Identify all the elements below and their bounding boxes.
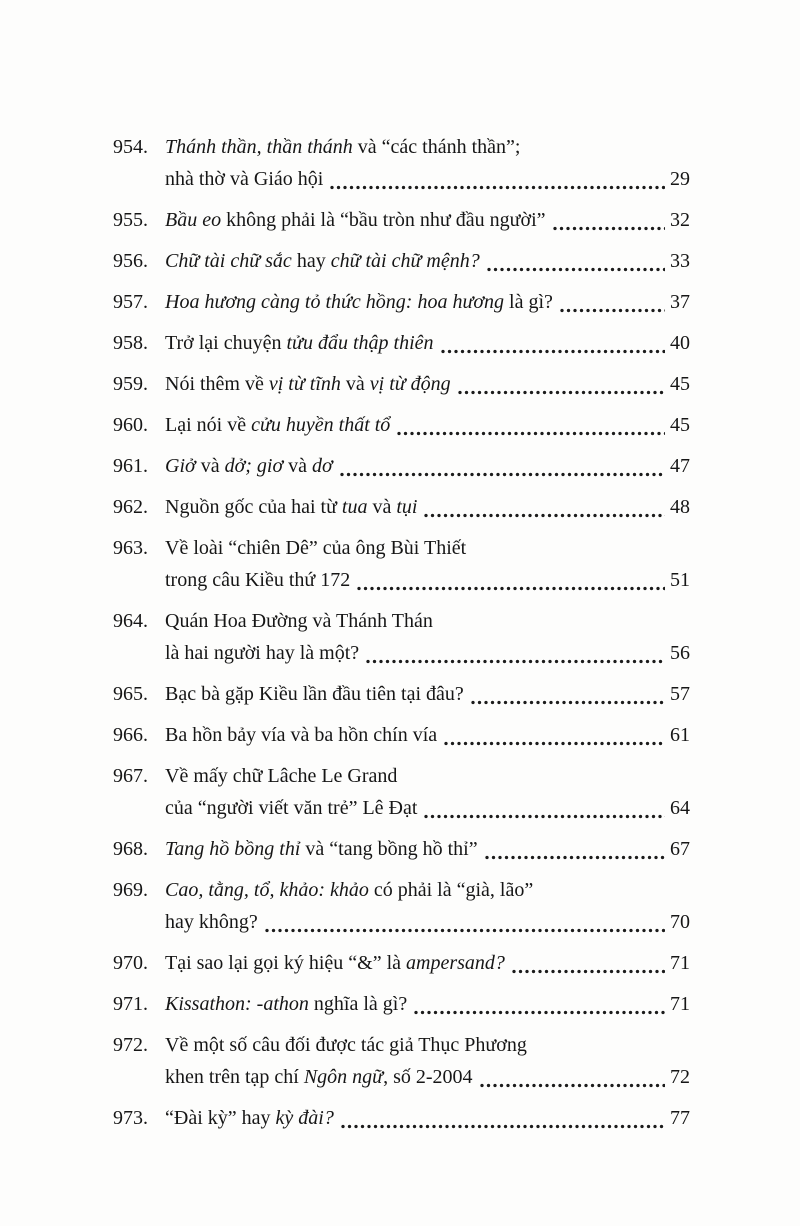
toc-title-segment: vị từ động bbox=[369, 373, 451, 395]
leader-dots bbox=[265, 928, 665, 933]
toc-title-segment: Bầu eo bbox=[165, 209, 222, 231]
toc-entry-number: 972. bbox=[113, 1034, 148, 1056]
toc-title-segment: không phải là “bầu tròn như đầu người” bbox=[221, 209, 546, 231]
toc-title-segment: Ngôn ngữ bbox=[303, 1066, 384, 1088]
toc-title-segment: Giở bbox=[165, 455, 196, 477]
toc-entry bbox=[100, 605, 690, 669]
toc-page-number: 45 bbox=[670, 373, 690, 395]
toc-entry-line bbox=[165, 833, 690, 865]
toc-title-segment: Về một số câu đối được tác giả Thục Phương bbox=[165, 1034, 527, 1056]
toc-entry-line bbox=[165, 204, 690, 236]
toc-title-segment: trong câu Kiều thứ 172 bbox=[165, 569, 351, 591]
toc-entry-title bbox=[165, 327, 434, 359]
toc-entry-number: 954. bbox=[113, 136, 148, 158]
toc-entry-line bbox=[165, 491, 690, 523]
toc-entry bbox=[100, 131, 690, 195]
toc-entry bbox=[100, 409, 690, 441]
toc-page-number: 32 bbox=[670, 209, 690, 231]
toc-title-segment: Về mấy chữ Lâche Le Grand bbox=[165, 765, 398, 787]
toc-entry-title bbox=[165, 1029, 527, 1061]
toc-entry-title bbox=[165, 605, 433, 637]
toc-entry-title bbox=[165, 409, 390, 441]
toc-entry-title bbox=[165, 947, 505, 979]
toc-entry-number: 968. bbox=[113, 838, 148, 860]
toc-entry-title bbox=[165, 450, 333, 482]
toc-title-segment: giơ bbox=[256, 455, 284, 477]
toc-entry-number: 973. bbox=[113, 1107, 148, 1129]
toc-title-segment: ampersand? bbox=[406, 952, 505, 974]
toc-entry-body bbox=[165, 450, 690, 482]
toc-entry-number: 959. bbox=[113, 373, 148, 395]
toc-entry bbox=[100, 874, 690, 938]
toc-entry-number: 965. bbox=[113, 683, 148, 705]
toc-entry bbox=[100, 368, 690, 400]
toc-entry-line bbox=[165, 760, 690, 792]
toc-title-segment: khen trên tạp chí bbox=[165, 1066, 304, 1088]
toc-entry bbox=[100, 532, 690, 596]
leader-dots bbox=[485, 855, 665, 860]
leader-dots bbox=[471, 700, 665, 705]
toc-entry bbox=[100, 450, 690, 482]
toc-entry-title bbox=[165, 760, 397, 792]
toc-entry-body bbox=[165, 947, 690, 979]
toc-entry-line bbox=[165, 947, 690, 979]
toc-entry-body bbox=[165, 678, 690, 710]
leader-dots bbox=[366, 659, 665, 664]
toc-entry-body bbox=[165, 491, 690, 523]
toc-entry bbox=[100, 286, 690, 318]
leader-dots bbox=[480, 1083, 665, 1088]
toc-entry-body bbox=[165, 1029, 690, 1093]
toc-entry-body bbox=[165, 1102, 690, 1134]
toc-entry-line bbox=[165, 286, 690, 318]
leader-dots bbox=[487, 267, 665, 272]
toc-entry-body bbox=[165, 327, 690, 359]
toc-entry-title bbox=[165, 906, 258, 938]
toc-title-segment: và “các thánh thần”; bbox=[352, 136, 521, 158]
toc-title-segment: dơ bbox=[312, 455, 333, 477]
toc-entry-line bbox=[165, 605, 690, 637]
leader-dots bbox=[444, 741, 665, 746]
toc-title-segment: hay bbox=[291, 250, 331, 272]
toc-title-segment: Tang hồ bồng thỉ bbox=[165, 838, 301, 860]
toc-title-segment: Chữ tài chữ sắc bbox=[165, 250, 292, 272]
toc-page-number: 57 bbox=[670, 683, 690, 705]
toc-page-number: 51 bbox=[670, 569, 690, 591]
toc-entry-body bbox=[165, 245, 690, 277]
toc-entry-title bbox=[165, 532, 466, 564]
toc-entry-body bbox=[165, 409, 690, 441]
toc-entry bbox=[100, 1029, 690, 1093]
toc-entry bbox=[100, 245, 690, 277]
leader-dots bbox=[341, 1124, 665, 1129]
toc-entry-line bbox=[165, 988, 690, 1020]
toc-entry bbox=[100, 678, 690, 710]
toc-entry-body bbox=[165, 286, 690, 318]
toc-entry-title bbox=[165, 131, 520, 163]
toc-title-segment: Nói thêm về bbox=[165, 373, 269, 395]
toc-page-number: 33 bbox=[670, 250, 690, 272]
toc-page-number: 71 bbox=[670, 952, 690, 974]
toc-title-segment: vị từ tĩnh bbox=[268, 373, 341, 395]
toc-title-segment: Cao, tằng, tổ, khảo: khảo bbox=[165, 879, 369, 901]
toc-entry-title bbox=[165, 678, 464, 710]
toc-entry-line bbox=[165, 1102, 690, 1134]
toc-entry-line bbox=[165, 327, 690, 359]
toc-entry-line bbox=[165, 450, 690, 482]
toc-title-segment: và bbox=[367, 496, 397, 518]
toc-title-segment: và bbox=[283, 455, 313, 477]
toc-entry-number: 964. bbox=[113, 610, 148, 632]
toc-entry-title bbox=[165, 564, 350, 596]
toc-page-number: 56 bbox=[670, 642, 690, 664]
toc-page-number: 37 bbox=[670, 291, 690, 313]
toc-title-segment: Ba hồn bảy vía và ba hồn chín vía bbox=[165, 724, 438, 746]
toc-entry-line bbox=[165, 874, 690, 906]
leader-dots bbox=[357, 586, 665, 591]
toc-entry-body bbox=[165, 874, 690, 938]
toc-entry-line bbox=[165, 368, 690, 400]
toc-entry-title bbox=[165, 792, 417, 824]
toc-page-number: 29 bbox=[670, 168, 690, 190]
leader-dots bbox=[414, 1010, 665, 1015]
toc-title-segment: “Đài kỳ” hay bbox=[165, 1107, 276, 1129]
toc-entry-line bbox=[165, 678, 690, 710]
toc-title-segment: kỳ đài? bbox=[275, 1107, 334, 1129]
toc-entry-line bbox=[165, 906, 690, 938]
toc-entry-number: 971. bbox=[113, 993, 148, 1015]
toc-entry-line bbox=[165, 409, 690, 441]
toc-title-segment: Lại nói về bbox=[165, 414, 252, 436]
toc-title-segment: tụi bbox=[396, 496, 418, 518]
toc-entry-body bbox=[165, 532, 690, 596]
toc-entry-title bbox=[165, 204, 546, 236]
toc-title-segment: tửu đẩu thập thiên bbox=[286, 332, 434, 354]
toc-title-segment: Quán Hoa Đường và Thánh Thán bbox=[165, 610, 433, 632]
toc-entry-title bbox=[165, 637, 359, 669]
toc-entry-title bbox=[165, 163, 323, 195]
toc-title-segment: hay không? bbox=[165, 911, 258, 933]
toc-entry-line bbox=[165, 1029, 690, 1061]
leader-dots bbox=[340, 472, 665, 477]
toc-entry-line bbox=[165, 637, 690, 669]
toc-entry-body bbox=[165, 833, 690, 865]
toc-entry-number: 970. bbox=[113, 952, 148, 974]
toc-title-segment: chữ tài chữ mệnh? bbox=[330, 250, 480, 272]
toc-page-number: 77 bbox=[670, 1107, 690, 1129]
toc-title-segment: Bạc bà gặp Kiều lần đầu tiên tại đâu? bbox=[165, 683, 464, 705]
toc-page-number: 40 bbox=[670, 332, 690, 354]
toc-title-segment: có phải là “già, lão” bbox=[368, 879, 534, 901]
toc-entry-body bbox=[165, 719, 690, 751]
toc-title-segment: của “người viết văn trẻ” Lê Đạt bbox=[165, 797, 418, 819]
toc-page-number: 61 bbox=[670, 724, 690, 746]
toc-entry-line bbox=[165, 792, 690, 824]
toc-title-segment: Kissathon: -athon bbox=[165, 993, 309, 1015]
toc-page-number: 64 bbox=[670, 797, 690, 819]
toc-entry-title bbox=[165, 719, 437, 751]
leader-dots bbox=[560, 308, 665, 313]
toc-page-number: 47 bbox=[670, 455, 690, 477]
toc-entry bbox=[100, 491, 690, 523]
toc-entry-body bbox=[165, 605, 690, 669]
toc-title-segment: nhà thờ và Giáo hội bbox=[165, 168, 324, 190]
toc-entry-body bbox=[165, 204, 690, 236]
toc-entry bbox=[100, 988, 690, 1020]
toc-entry bbox=[100, 947, 690, 979]
toc-page-number: 70 bbox=[670, 911, 690, 933]
toc-page-number: 71 bbox=[670, 993, 690, 1015]
toc-entry-line bbox=[165, 163, 690, 195]
toc-entry-line bbox=[165, 245, 690, 277]
leader-dots bbox=[512, 969, 665, 974]
toc-entry-line bbox=[165, 719, 690, 751]
toc-entry-title bbox=[165, 988, 407, 1020]
toc-entry-body bbox=[165, 131, 690, 195]
toc-entry-body bbox=[165, 988, 690, 1020]
toc-entry bbox=[100, 719, 690, 751]
toc-title-segment: Tại sao lại gọi ký hiệu “&” là bbox=[165, 952, 407, 974]
toc-entry bbox=[100, 1102, 690, 1134]
toc-title-segment: , số 2-2004 bbox=[383, 1066, 473, 1088]
toc-title-segment: là gì? bbox=[504, 291, 553, 313]
toc-entry-body bbox=[165, 760, 690, 824]
toc-entry-number: 967. bbox=[113, 765, 148, 787]
toc-page-number: 67 bbox=[670, 838, 690, 860]
toc-entry-number: 957. bbox=[113, 291, 148, 313]
toc-page-number: 48 bbox=[670, 496, 690, 518]
toc-title-segment: dở; bbox=[224, 455, 252, 477]
toc-entry bbox=[100, 327, 690, 359]
toc-entry-number: 966. bbox=[113, 724, 148, 746]
leader-dots bbox=[441, 349, 665, 354]
leader-dots bbox=[330, 185, 665, 190]
toc-entry-number: 969. bbox=[113, 879, 148, 901]
toc-title-segment: cửu huyền thất tổ bbox=[251, 414, 391, 436]
toc-entry-title bbox=[165, 874, 533, 906]
leader-dots bbox=[424, 814, 665, 819]
toc-entry-line bbox=[165, 564, 690, 596]
toc-title-segment: và “tang bồng hồ thỉ” bbox=[300, 838, 478, 860]
toc-entry-number: 961. bbox=[113, 455, 148, 477]
toc-entry-number: 963. bbox=[113, 537, 148, 559]
toc-title-segment: và bbox=[340, 373, 370, 395]
toc-title-segment: là hai người hay là một? bbox=[165, 642, 360, 664]
leader-dots bbox=[424, 513, 665, 518]
toc-entry bbox=[100, 760, 690, 824]
toc-title-segment: tua bbox=[341, 496, 368, 518]
toc-entry-line bbox=[165, 1061, 690, 1093]
toc-entry-number: 960. bbox=[113, 414, 148, 436]
toc-title-segment: Nguồn gốc của hai từ bbox=[165, 496, 342, 518]
toc-entry bbox=[100, 204, 690, 236]
toc-entry-line bbox=[165, 532, 690, 564]
toc-list bbox=[100, 131, 690, 1134]
toc-title-segment: Về loài “chiên Dê” của ông Bùi Thiết bbox=[165, 537, 467, 559]
toc-entry-number: 958. bbox=[113, 332, 148, 354]
toc-entry-number: 962. bbox=[113, 496, 148, 518]
toc-entry bbox=[100, 833, 690, 865]
toc-page-number: 45 bbox=[670, 414, 690, 436]
toc-title-segment: Thánh thần, thần thánh bbox=[165, 136, 353, 158]
toc-title-segment: Trở lại chuyện bbox=[165, 332, 287, 354]
toc-entry-line bbox=[165, 131, 690, 163]
toc-title-segment: và bbox=[195, 455, 225, 477]
toc-entry-title bbox=[165, 368, 451, 400]
toc-entry-number: 956. bbox=[113, 250, 148, 272]
toc-entry-body bbox=[165, 368, 690, 400]
toc-entry-title bbox=[165, 286, 553, 318]
toc-entry-number: 955. bbox=[113, 209, 148, 231]
toc-entry-title bbox=[165, 491, 417, 523]
toc-entry-title bbox=[165, 245, 480, 277]
toc-entry-title bbox=[165, 1102, 334, 1134]
toc-entry-title bbox=[165, 833, 478, 865]
leader-dots bbox=[553, 226, 666, 231]
leader-dots bbox=[397, 431, 665, 436]
toc-title-segment: nghĩa là gì? bbox=[308, 993, 408, 1015]
toc-page-number: 72 bbox=[670, 1066, 690, 1088]
toc-title-segment: Hoa hương càng tỏ thức hồng: hoa hương bbox=[165, 291, 505, 313]
leader-dots bbox=[458, 390, 665, 395]
toc-entry-title bbox=[165, 1061, 473, 1093]
